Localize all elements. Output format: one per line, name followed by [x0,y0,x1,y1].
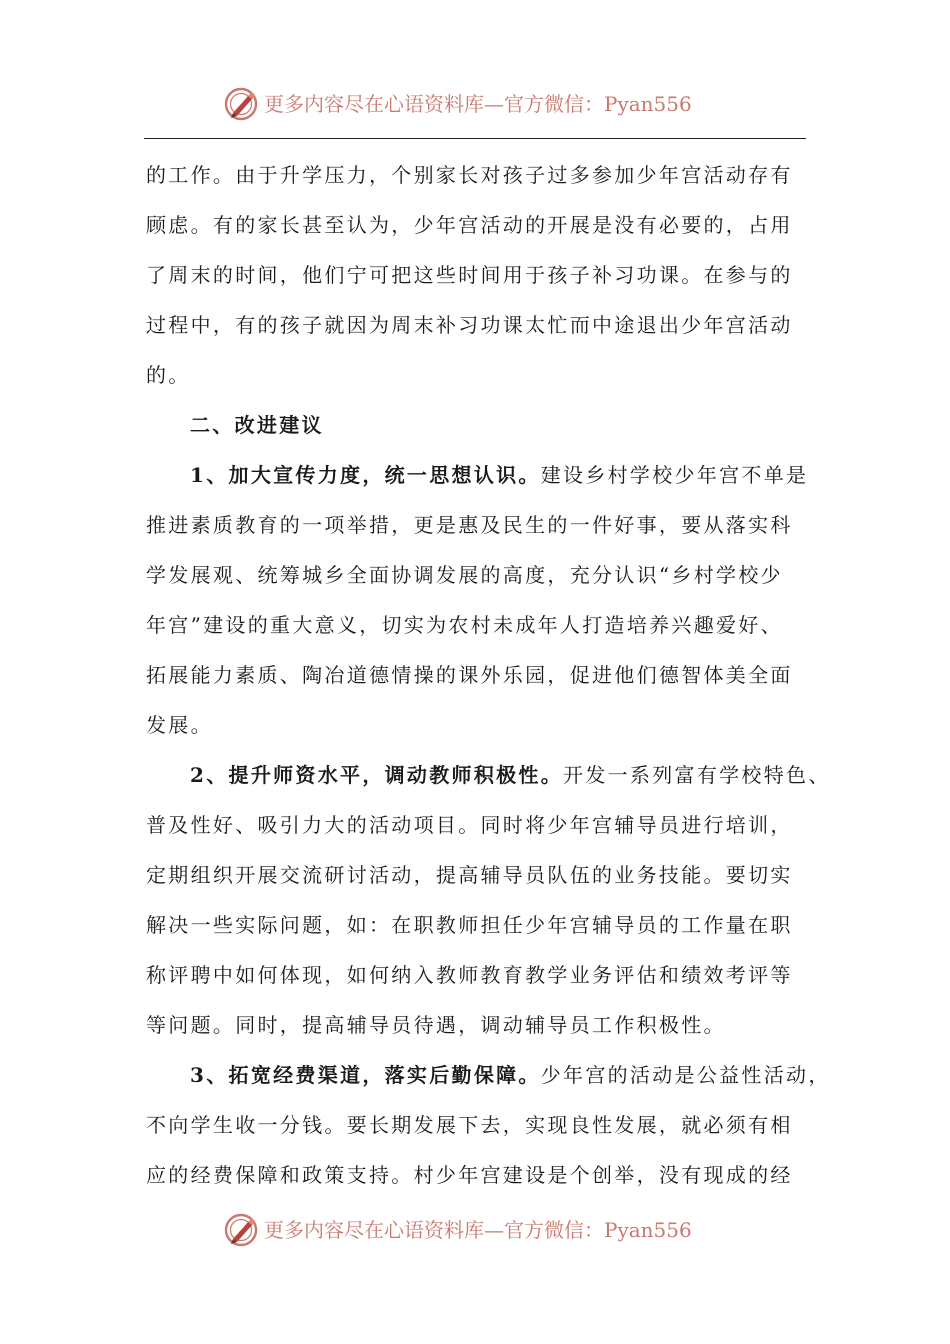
paragraph-line: 的。 [146,363,191,387]
paragraph-line: 发展。 [146,713,213,737]
header-banner-text: 更多内容尽在心语资料库—官方微信：Pyan556 [264,92,692,116]
footer-banner [0,1210,950,1250]
paragraph-line: 2、提升师资水平，调动教师积极性。开发一系列富有学校特色、 [190,763,831,787]
pen-seal-logo-icon [224,86,260,122]
paragraph-line: 1、加大宣传力度，统一思想认识。建设乡村学校少年宫不单是 [190,463,809,487]
paragraph-line: 学发展观、统筹城乡全面协调发展的高度，充分认识“乡村学校少 [146,563,783,587]
paragraph-line: 不向学生收一分钱。要长期发展下去，实现良性发展，就必须有相 [146,1113,793,1137]
paragraph-line: 年宫”建设的重大意义，切实为农村未成年人打造培养兴趣爱好、 [146,613,783,637]
paragraph-line: 过程中，有的孩子就因为周末补习功课太忙而中途退出少年宫活动 [146,313,793,337]
paragraph-line: 等问题。同时，提高辅导员待遇，调动辅导员工作积极性。 [146,1013,726,1037]
paragraph-line: 3、拓宽经费渠道，落实后勤保障。少年宫的活动是公益性活动， [190,1063,831,1087]
header-divider [144,138,806,139]
paragraph-line: 顾虑。有的家长甚至认为，少年宫活动的开展是没有必要的，占用 [146,213,793,237]
header-banner [0,84,950,124]
footer-banner-text: 更多内容尽在心语资料库—官方微信：Pyan556 [264,1218,692,1242]
paragraph-line: 称评聘中如何体现，如何纳入教师教育教学业务评估和绩效考评等 [146,963,793,987]
section-heading: 二、改进建议 [190,413,324,437]
paragraph-line: 解决一些实际问题，如：在职教师担任少年宫辅导员的工作量在职 [146,913,793,937]
pen-seal-logo-icon [224,1212,260,1248]
paragraph-line: 应的经费保障和政策支持。村少年宫建设是个创举，没有现成的经 [146,1163,793,1187]
paragraph-line: 定期组织开展交流研讨活动，提高辅导员队伍的业务技能。要切实 [146,863,793,887]
paragraph-line: 拓展能力素质、陶冶道德情操的课外乐园，促进他们德智体美全面 [146,663,793,687]
paragraph-line: 的工作。由于升学压力，个别家长对孩子过多参加少年宫活动存有 [146,163,793,187]
point-heading: 1、加大宣传力度，统一思想认识。 [190,463,541,487]
point-heading: 2、提升师资水平，调动教师积极性。 [190,763,564,787]
paragraph-line: 推进素质教育的一项举措，更是惠及民生的一件好事，要从落实科 [146,513,793,537]
paragraph-line: 普及性好、吸引力大的活动项目。同时将少年宫辅导员进行培训， [146,813,793,837]
point-heading: 3、拓宽经费渠道，落实后勤保障。 [190,1063,541,1087]
paragraph-line: 了周末的时间，他们宁可把这些时间用于孩子补习功课。在参与的 [146,263,793,287]
